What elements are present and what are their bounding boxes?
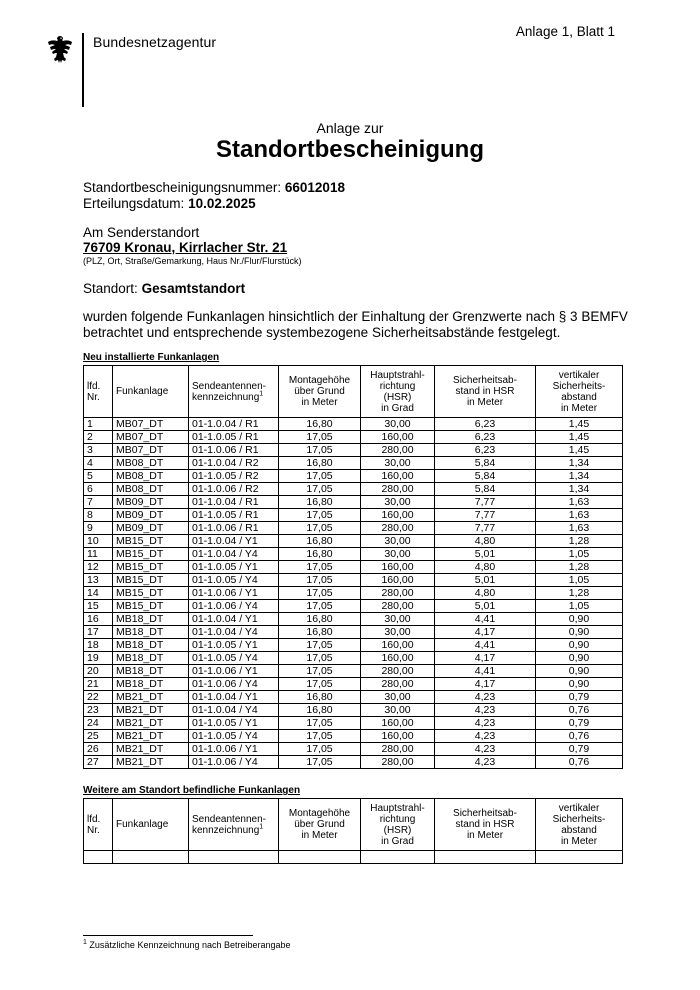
cell-vertikal: 1,34 bbox=[536, 483, 623, 496]
cell-vertikal: 0,90 bbox=[536, 652, 623, 665]
cell-hsr: 30,00 bbox=[361, 626, 435, 639]
col-header-hsr: Hauptstrahl- richtung (HSR) in Grad bbox=[361, 366, 435, 418]
cell-sendeantenne: 01-1.0.06 / R1 bbox=[189, 444, 279, 457]
cell-nr: 8 bbox=[84, 509, 113, 522]
cell-funkanlage: MB18_DT bbox=[113, 639, 189, 652]
cell-nr: 25 bbox=[84, 730, 113, 743]
cell-sendeantenne: 01-1.0.05 / R1 bbox=[189, 509, 279, 522]
cell-funkanlage: MB08_DT bbox=[113, 457, 189, 470]
cell-funkanlage: MB21_DT bbox=[113, 730, 189, 743]
cell-hsr: 30,00 bbox=[361, 704, 435, 717]
cell-hsr: 160,00 bbox=[361, 509, 435, 522]
cell-vertikal: 1,28 bbox=[536, 561, 623, 574]
cell-sendeantenne: 01-1.0.06 / R2 bbox=[189, 483, 279, 496]
cell-hsr: 30,00 bbox=[361, 691, 435, 704]
cell-sicherheitsabstand: 4,17 bbox=[435, 678, 536, 691]
cell-funkanlage bbox=[113, 851, 189, 864]
cell-vertikal: 1,28 bbox=[536, 587, 623, 600]
cell-sendeantenne: 01-1.0.04 / R1 bbox=[189, 496, 279, 509]
cell-vertikal: 0,90 bbox=[536, 613, 623, 626]
cell-nr: 23 bbox=[84, 704, 113, 717]
cell-montagehoehe: 16,80 bbox=[279, 613, 361, 626]
cell-sicherheitsabstand: 4,80 bbox=[435, 561, 536, 574]
col-header-montagehoehe: Montagehöhe über Grund in Meter bbox=[279, 366, 361, 418]
standort-line bbox=[83, 281, 245, 296]
cell-sicherheitsabstand: 4,41 bbox=[435, 639, 536, 652]
cell-sicherheitsabstand: 4,41 bbox=[435, 613, 536, 626]
col-header-funkanlage: Funkanlage bbox=[113, 799, 189, 851]
cell-montagehoehe: 17,05 bbox=[279, 730, 361, 743]
cell-funkanlage: MB21_DT bbox=[113, 691, 189, 704]
cell-nr: 4 bbox=[84, 457, 113, 470]
cell-nr: 13 bbox=[84, 574, 113, 587]
cell-montagehoehe: 17,05 bbox=[279, 600, 361, 613]
col-header-sicherheitsabstand: Sicherheitsab- stand in HSR in Meter bbox=[435, 366, 536, 418]
cell-funkanlage: MB15_DT bbox=[113, 600, 189, 613]
section-existing-title: Weitere am Standort befindliche Funkanlagen bbox=[83, 785, 301, 796]
cell-vertikal: 0,76 bbox=[536, 730, 623, 743]
table-row bbox=[84, 691, 623, 704]
federal-eagle-logo bbox=[45, 34, 75, 68]
cell-funkanlage: MB21_DT bbox=[113, 704, 189, 717]
table-row bbox=[84, 730, 623, 743]
cell-hsr: 160,00 bbox=[361, 431, 435, 444]
cell-hsr: 280,00 bbox=[361, 483, 435, 496]
cell-nr: 1 bbox=[84, 418, 113, 431]
cell-sicherheitsabstand: 6,23 bbox=[435, 431, 536, 444]
footnote-text: Zusätzliche Kennzeichnung nach Betreiberangabe bbox=[89, 940, 291, 950]
table-row bbox=[84, 561, 623, 574]
cell-funkanlage: MB09_DT bbox=[113, 509, 189, 522]
cell-montagehoehe: 17,05 bbox=[279, 665, 361, 678]
cell-sicherheitsabstand: 5,01 bbox=[435, 548, 536, 561]
table-row bbox=[84, 483, 623, 496]
cell-sendeantenne: 01-1.0.05 / Y1 bbox=[189, 717, 279, 730]
table-row bbox=[84, 548, 623, 561]
intro-line-1: wurden folgende Funkanlagen hinsichtlich der Einhaltung der Grenzwerte nach § 3 BEMFV bbox=[83, 309, 628, 324]
cell-funkanlage: MB07_DT bbox=[113, 431, 189, 444]
cell-sendeantenne: 01-1.0.04 / Y4 bbox=[189, 626, 279, 639]
cell-funkanlage: MB18_DT bbox=[113, 665, 189, 678]
issue-date-value: 10.02.2025 bbox=[188, 196, 256, 211]
cell-hsr: 280,00 bbox=[361, 522, 435, 535]
cell-montagehoehe: 16,80 bbox=[279, 704, 361, 717]
cell-sendeantenne: 01-1.0.05 / Y4 bbox=[189, 574, 279, 587]
certificate-number-label: Standortbescheinigungsnummer: bbox=[83, 180, 282, 195]
cell-sendeantenne: 01-1.0.04 / R2 bbox=[189, 457, 279, 470]
table-row bbox=[84, 574, 623, 587]
issue-date-line bbox=[83, 196, 256, 211]
col-header-sendeantenne: Sendeantennen- kennzeichnung$^1$ bbox=[189, 366, 279, 418]
cell-nr: 18 bbox=[84, 639, 113, 652]
cell-sendeantenne: 01-1.0.05 / Y1 bbox=[189, 639, 279, 652]
cell-funkanlage: MB18_DT bbox=[113, 613, 189, 626]
cell-sendeantenne: 01-1.0.06 / Y1 bbox=[189, 743, 279, 756]
cell-sendeantenne: 01-1.0.06 / Y4 bbox=[189, 756, 279, 769]
cell-vertikal: 0,90 bbox=[536, 678, 623, 691]
cell-sendeantenne: 01-1.0.05 / Y4 bbox=[189, 652, 279, 665]
table-row bbox=[84, 665, 623, 678]
cell-nr: 19 bbox=[84, 652, 113, 665]
cell-montagehoehe: 17,05 bbox=[279, 743, 361, 756]
cell-hsr: 160,00 bbox=[361, 639, 435, 652]
cell-sicherheitsabstand: 4,23 bbox=[435, 730, 536, 743]
cell-sicherheitsabstand: 4,23 bbox=[435, 691, 536, 704]
existing-installations-table bbox=[83, 798, 623, 864]
table-row bbox=[84, 704, 623, 717]
cell-nr: 2 bbox=[84, 431, 113, 444]
cell-vertikal: 1,63 bbox=[536, 509, 623, 522]
cell-hsr: 280,00 bbox=[361, 678, 435, 691]
cell-nr: 15 bbox=[84, 600, 113, 613]
cell-hsr: 160,00 bbox=[361, 717, 435, 730]
cell-sicherheitsabstand: 7,77 bbox=[435, 496, 536, 509]
table-row bbox=[84, 851, 623, 864]
cell-sendeantenne: 01-1.0.06 / Y4 bbox=[189, 600, 279, 613]
cell-funkanlage: MB18_DT bbox=[113, 678, 189, 691]
cell-sendeantenne: 01-1.0.05 / Y4 bbox=[189, 730, 279, 743]
issue-date-label: Erteilungsdatum: bbox=[83, 196, 185, 211]
cell-montagehoehe: 16,80 bbox=[279, 496, 361, 509]
cell-sicherheitsabstand: 4,23 bbox=[435, 704, 536, 717]
cell-sicherheitsabstand: 4,17 bbox=[435, 652, 536, 665]
cell-hsr: 280,00 bbox=[361, 756, 435, 769]
cell-montagehoehe: 17,05 bbox=[279, 470, 361, 483]
cell-hsr: 160,00 bbox=[361, 730, 435, 743]
cell-nr: 7 bbox=[84, 496, 113, 509]
table-row bbox=[84, 639, 623, 652]
cell-vertikal: 1,45 bbox=[536, 418, 623, 431]
cell-sendeantenne: 01-1.0.05 / R2 bbox=[189, 470, 279, 483]
cell-vertikal: 1,34 bbox=[536, 457, 623, 470]
col-header-hsr: Hauptstrahl- richtung (HSR) in Grad bbox=[361, 799, 435, 851]
page-title: Standortbescheinigung bbox=[215, 136, 484, 163]
col-header-montagehoehe: Montagehöhe über Grund in Meter bbox=[279, 799, 361, 851]
cell-sendeantenne: 01-1.0.06 / Y4 bbox=[189, 678, 279, 691]
cell-funkanlage: MB21_DT bbox=[113, 717, 189, 730]
cell-nr: 10 bbox=[84, 535, 113, 548]
cell-sendeantenne: 01-1.0.04 / Y4 bbox=[189, 704, 279, 717]
cell-hsr: 30,00 bbox=[361, 457, 435, 470]
cell-funkanlage: MB15_DT bbox=[113, 587, 189, 600]
cell-sendeantenne: 01-1.0.06 / Y1 bbox=[189, 665, 279, 678]
cell-montagehoehe: 17,05 bbox=[279, 587, 361, 600]
cell-hsr: 30,00 bbox=[361, 548, 435, 561]
cell-montagehoehe: 17,05 bbox=[279, 717, 361, 730]
cell-sicherheitsabstand: 4,23 bbox=[435, 756, 536, 769]
cell-sendeantenne: 01-1.0.04 / Y4 bbox=[189, 548, 279, 561]
cell-nr: 20 bbox=[84, 665, 113, 678]
cell-sicherheitsabstand: 7,77 bbox=[435, 522, 536, 535]
cell-funkanlage: MB08_DT bbox=[113, 470, 189, 483]
col-header-funkanlage: Funkanlage bbox=[113, 366, 189, 418]
cell-sicherheitsabstand: 4,17 bbox=[435, 626, 536, 639]
col-header-vertikal: vertikaler Sicherheits- abstand in Meter bbox=[536, 366, 623, 418]
cell-vertikal: 1,63 bbox=[536, 522, 623, 535]
cell-sicherheitsabstand: 5,84 bbox=[435, 483, 536, 496]
certificate-number-line bbox=[83, 180, 345, 195]
cell-sendeantenne: 01-1.0.06 / Y1 bbox=[189, 587, 279, 600]
cell-nr: 5 bbox=[84, 470, 113, 483]
cell-sendeantenne: 01-1.0.04 / Y1 bbox=[189, 691, 279, 704]
cell-hsr: 30,00 bbox=[361, 418, 435, 431]
cell-nr bbox=[84, 851, 113, 864]
section-new-title: Neu installierte Funkanlagen bbox=[83, 352, 220, 363]
cell-vertikal: 1,63 bbox=[536, 496, 623, 509]
cell-hsr: 160,00 bbox=[361, 574, 435, 587]
cell-sendeantenne: 01-1.0.05 / Y1 bbox=[189, 561, 279, 574]
site-address-hint: (PLZ, Ort, Straße/Gemarkung, Haus Nr./Flur/Flurstück) bbox=[83, 256, 302, 266]
cell-sendeantenne: 01-1.0.05 / R1 bbox=[189, 431, 279, 444]
cell-vertikal: 0,90 bbox=[536, 639, 623, 652]
cell-sicherheitsabstand: 4,80 bbox=[435, 535, 536, 548]
cell-vertikal: 1,34 bbox=[536, 470, 623, 483]
cell-montagehoehe: 17,05 bbox=[279, 509, 361, 522]
cell-hsr bbox=[361, 851, 435, 864]
cell-montagehoehe: 16,80 bbox=[279, 548, 361, 561]
header-divider bbox=[82, 33, 84, 107]
cell-montagehoehe: 17,05 bbox=[279, 431, 361, 444]
table-row bbox=[84, 756, 623, 769]
certificate-number-value: 66012018 bbox=[284, 180, 345, 195]
footnote bbox=[83, 940, 291, 950]
cell-sicherheitsabstand: 4,23 bbox=[435, 743, 536, 756]
cell-hsr: 160,00 bbox=[361, 652, 435, 665]
cell-montagehoehe: 17,05 bbox=[279, 639, 361, 652]
cell-vertikal: 0,90 bbox=[536, 626, 623, 639]
cell-sicherheitsabstand: 5,01 bbox=[435, 574, 536, 587]
intro-line-2: betrachtet und entsprechende systembezogene Sicherheitsabstände festgelegt. bbox=[83, 325, 561, 340]
cell-vertikal: 1,45 bbox=[536, 431, 623, 444]
site-address: 76709 Kronau, Kirrlacher Str. 21 bbox=[83, 240, 288, 255]
table-row bbox=[84, 418, 623, 431]
standort-label: Standort: bbox=[83, 281, 138, 296]
cell-nr: 27 bbox=[84, 756, 113, 769]
cell-nr: 22 bbox=[84, 691, 113, 704]
col-header-sicherheitsabstand: Sicherheitsab- stand in HSR in Meter bbox=[435, 799, 536, 851]
cell-montagehoehe: 17,05 bbox=[279, 678, 361, 691]
cell-montagehoehe: 17,05 bbox=[279, 756, 361, 769]
cell-hsr: 30,00 bbox=[361, 535, 435, 548]
cell-hsr: 280,00 bbox=[361, 444, 435, 457]
cell-montagehoehe: 17,05 bbox=[279, 522, 361, 535]
col-header-vertikal: vertikaler Sicherheits- abstand in Meter bbox=[536, 799, 623, 851]
cell-vertikal: 0,90 bbox=[536, 665, 623, 678]
table-header-row bbox=[84, 366, 623, 418]
cell-vertikal: 1,28 bbox=[536, 535, 623, 548]
cell-vertikal bbox=[536, 851, 623, 864]
table-row bbox=[84, 535, 623, 548]
cell-vertikal: 0,76 bbox=[536, 704, 623, 717]
cell-sicherheitsabstand: 5,84 bbox=[435, 457, 536, 470]
cell-montagehoehe: 16,80 bbox=[279, 457, 361, 470]
table-row bbox=[84, 613, 623, 626]
cell-funkanlage: MB15_DT bbox=[113, 561, 189, 574]
cell-vertikal: 1,05 bbox=[536, 574, 623, 587]
table-row bbox=[84, 626, 623, 639]
cell-sendeantenne: 01-1.0.04 / Y1 bbox=[189, 613, 279, 626]
table-row bbox=[84, 678, 623, 691]
cell-montagehoehe bbox=[279, 851, 361, 864]
cell-montagehoehe: 17,05 bbox=[279, 652, 361, 665]
cell-nr: 24 bbox=[84, 717, 113, 730]
table-row bbox=[84, 600, 623, 613]
cell-nr: 12 bbox=[84, 561, 113, 574]
cell-sendeantenne: 01-1.0.06 / R1 bbox=[189, 522, 279, 535]
cell-vertikal: 1,05 bbox=[536, 600, 623, 613]
cell-nr: 26 bbox=[84, 743, 113, 756]
cell-hsr: 30,00 bbox=[361, 613, 435, 626]
existing-installations-body bbox=[84, 851, 623, 864]
table-row bbox=[84, 496, 623, 509]
cell-nr: 9 bbox=[84, 522, 113, 535]
cell-hsr: 30,00 bbox=[361, 496, 435, 509]
cell-sicherheitsabstand: 4,23 bbox=[435, 717, 536, 730]
table-row bbox=[84, 717, 623, 730]
new-installations-table bbox=[83, 365, 623, 769]
cell-sicherheitsabstand: 5,01 bbox=[435, 600, 536, 613]
cell-funkanlage: MB18_DT bbox=[113, 626, 189, 639]
cell-sicherheitsabstand: 4,80 bbox=[435, 587, 536, 600]
table-row bbox=[84, 587, 623, 600]
table-row bbox=[84, 431, 623, 444]
table-row bbox=[84, 457, 623, 470]
sheet-label: Anlage 1, Blatt 1 bbox=[515, 24, 615, 39]
cell-funkanlage: MB21_DT bbox=[113, 743, 189, 756]
cell-hsr: 280,00 bbox=[361, 600, 435, 613]
cell-montagehoehe: 16,80 bbox=[279, 418, 361, 431]
agency-name: Bundesnetzagentur bbox=[93, 34, 217, 50]
cell-funkanlage: MB07_DT bbox=[113, 418, 189, 431]
cell-hsr: 280,00 bbox=[361, 587, 435, 600]
cell-sicherheitsabstand: 6,23 bbox=[435, 418, 536, 431]
cell-vertikal: 0,79 bbox=[536, 691, 623, 704]
table-row bbox=[84, 743, 623, 756]
cell-sicherheitsabstand: 4,41 bbox=[435, 665, 536, 678]
cell-montagehoehe: 16,80 bbox=[279, 691, 361, 704]
table-row bbox=[84, 470, 623, 483]
title-prefix: Anlage zur bbox=[316, 120, 384, 136]
cell-funkanlage: MB08_DT bbox=[113, 483, 189, 496]
cell-hsr: 280,00 bbox=[361, 743, 435, 756]
cell-sendeantenne: 01-1.0.04 / R1 bbox=[189, 418, 279, 431]
table-row bbox=[84, 509, 623, 522]
cell-nr: 3 bbox=[84, 444, 113, 457]
cell-sicherheitsabstand: 7,77 bbox=[435, 509, 536, 522]
cell-funkanlage: MB18_DT bbox=[113, 652, 189, 665]
table-row bbox=[84, 444, 623, 457]
cell-sendeantenne bbox=[189, 851, 279, 864]
cell-funkanlage: MB15_DT bbox=[113, 574, 189, 587]
cell-montagehoehe: 17,05 bbox=[279, 444, 361, 457]
footnote-rule bbox=[83, 935, 253, 936]
col-header-nr: lfd. Nr. bbox=[84, 799, 113, 851]
cell-nr: 14 bbox=[84, 587, 113, 600]
cell-montagehoehe: 17,05 bbox=[279, 561, 361, 574]
cell-funkanlage: MB21_DT bbox=[113, 756, 189, 769]
cell-vertikal: 1,45 bbox=[536, 444, 623, 457]
cell-funkanlage: MB09_DT bbox=[113, 496, 189, 509]
table-row bbox=[84, 522, 623, 535]
cell-nr: 21 bbox=[84, 678, 113, 691]
cell-hsr: 160,00 bbox=[361, 561, 435, 574]
cell-nr: 17 bbox=[84, 626, 113, 639]
cell-sicherheitsabstand bbox=[435, 851, 536, 864]
cell-hsr: 280,00 bbox=[361, 665, 435, 678]
cell-funkanlage: MB15_DT bbox=[113, 548, 189, 561]
cell-montagehoehe: 17,05 bbox=[279, 574, 361, 587]
cell-funkanlage: MB15_DT bbox=[113, 535, 189, 548]
cell-vertikal: 0,76 bbox=[536, 756, 623, 769]
cell-vertikal: 1,05 bbox=[536, 548, 623, 561]
cell-montagehoehe: 16,80 bbox=[279, 535, 361, 548]
cell-sicherheitsabstand: 5,84 bbox=[435, 470, 536, 483]
cell-hsr: 160,00 bbox=[361, 470, 435, 483]
cell-nr: 11 bbox=[84, 548, 113, 561]
cell-montagehoehe: 17,05 bbox=[279, 483, 361, 496]
cell-funkanlage: MB07_DT bbox=[113, 444, 189, 457]
table-header-row bbox=[84, 799, 623, 851]
cell-sicherheitsabstand: 6,23 bbox=[435, 444, 536, 457]
cell-vertikal: 0,79 bbox=[536, 717, 623, 730]
cell-nr: 6 bbox=[84, 483, 113, 496]
table-row bbox=[84, 652, 623, 665]
cell-vertikal: 0,79 bbox=[536, 743, 623, 756]
cell-funkanlage: MB09_DT bbox=[113, 522, 189, 535]
col-header-sendeantenne: Sendeantennen- kennzeichnung$^1$ bbox=[189, 799, 279, 851]
cell-nr: 16 bbox=[84, 613, 113, 626]
footnote-marker: 1 bbox=[83, 939, 87, 946]
cell-sendeantenne: 01-1.0.04 / Y1 bbox=[189, 535, 279, 548]
col-header-nr: lfd. Nr. bbox=[84, 366, 113, 418]
new-installations-body bbox=[84, 418, 623, 769]
cell-montagehoehe: 16,80 bbox=[279, 626, 361, 639]
site-label: Am Senderstandort bbox=[83, 225, 200, 240]
standort-value: Gesamtstandort bbox=[141, 281, 246, 296]
